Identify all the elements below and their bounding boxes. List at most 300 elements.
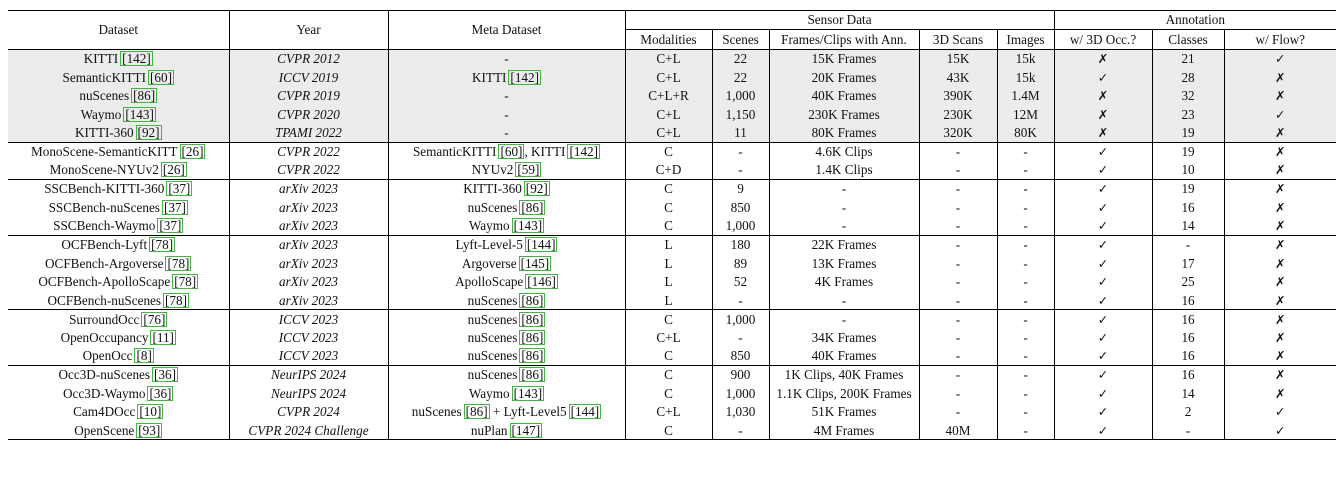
dataset-name: OCFBench-Argoverse [78] — [8, 254, 229, 273]
year-cell: arXiv 2023 — [229, 180, 388, 199]
table-row — [8, 105, 1336, 124]
year-cell: arXiv 2023 — [229, 273, 388, 292]
images-cell: - — [997, 198, 1054, 217]
year-cell: CVPR 2012 — [229, 50, 388, 69]
year-cell: arXiv 2023 — [229, 235, 388, 254]
images-cell: - — [997, 217, 1054, 236]
scenes-cell: 850 — [712, 347, 769, 366]
citation: [86] — [133, 88, 156, 104]
modalities-cell: L — [625, 291, 712, 310]
check-mark: ✓ — [1054, 291, 1152, 310]
meta-dataset: nuPlan [147] — [388, 421, 625, 440]
check-mark: ✓ — [1054, 384, 1152, 403]
citation: [10] — [139, 404, 162, 420]
meta-dataset: nuScenes [86] — [388, 328, 625, 347]
modalities-cell: C — [625, 347, 712, 366]
header-images: Images — [997, 30, 1054, 50]
year-cell: TPAMI 2022 — [229, 124, 388, 143]
citation: [8] — [136, 348, 152, 364]
citation: [145] — [520, 255, 550, 271]
cross-mark: ✗ — [1275, 218, 1286, 234]
year-cell: CVPR 2022 — [229, 142, 388, 161]
scans-cell: 43K — [919, 68, 997, 87]
meta-dataset: - — [388, 105, 625, 124]
meta-dataset: Argoverse [145] — [388, 254, 625, 273]
scans-cell: - — [919, 180, 997, 199]
images-cell: 12M — [997, 105, 1054, 124]
citation: [86] — [465, 404, 488, 420]
scenes-cell: 1,000 — [712, 217, 769, 236]
images-cell: - — [997, 328, 1054, 347]
frames-cell: 4K Frames — [769, 273, 919, 292]
classes-cell: 14 — [1152, 384, 1224, 403]
dataset-name: MonoScene-SemanticKITT [26] — [8, 142, 229, 161]
citation: [147] — [511, 422, 541, 438]
meta-dataset: - — [388, 87, 625, 106]
citation: [78] — [167, 255, 190, 271]
dataset-name: OpenOcc [8] — [8, 347, 229, 366]
cross-mark: ✗ — [1275, 385, 1286, 401]
meta-dataset: - — [388, 124, 625, 143]
classes-cell: 16 — [1152, 347, 1224, 366]
header-annotation: Annotation — [1054, 11, 1336, 30]
year-cell: CVPR 2020 — [229, 105, 388, 124]
citation: [37] — [168, 181, 191, 197]
cross-mark: ✗ — [1054, 87, 1152, 106]
classes-cell: 19 — [1152, 124, 1224, 143]
table-row — [8, 235, 1336, 254]
scenes-cell: 22 — [712, 50, 769, 69]
frames-cell: 13K Frames — [769, 254, 919, 273]
table-row — [8, 273, 1336, 292]
frames-cell: 80K Frames — [769, 124, 919, 143]
table-header — [8, 11, 1336, 50]
modalities-cell: C — [625, 421, 712, 440]
citation: [146] — [527, 274, 556, 290]
citation: [144] — [570, 404, 600, 420]
meta-dataset: NYUv2 [59] — [388, 161, 625, 180]
images-cell: - — [997, 180, 1054, 199]
images-cell: - — [997, 310, 1054, 329]
check-mark: ✓ — [1054, 198, 1152, 217]
citation: [26] — [162, 162, 185, 178]
cross-mark: ✗ — [1275, 329, 1286, 345]
year-cell: arXiv 2023 — [229, 217, 388, 236]
images-cell: 1.4M — [997, 87, 1054, 106]
year-cell: ICCV 2023 — [229, 347, 388, 366]
frames-cell: 20K Frames — [769, 68, 919, 87]
citation: [86] — [521, 329, 544, 345]
year-cell: ICCV 2023 — [229, 310, 388, 329]
dataset-name: SurroundOcc [76] — [8, 310, 229, 329]
table-row — [8, 291, 1336, 310]
check-mark: ✓ — [1224, 50, 1336, 69]
scans-cell: - — [919, 217, 997, 236]
header-meta-dataset: Meta Dataset — [388, 11, 625, 50]
scenes-cell: 850 — [712, 198, 769, 217]
table-row — [8, 328, 1336, 347]
frames-cell: - — [769, 291, 919, 310]
scenes-cell: 89 — [712, 254, 769, 273]
images-cell: - — [997, 421, 1054, 440]
citation: [36] — [149, 385, 172, 401]
classes-cell: 16 — [1152, 310, 1224, 329]
dataset-name: KITTI-360 [92] — [8, 124, 229, 143]
classes-cell: 10 — [1152, 161, 1224, 180]
scans-cell: 320K — [919, 124, 997, 143]
modalities-cell: C+L — [625, 105, 712, 124]
classes-cell: 19 — [1152, 180, 1224, 199]
modalities-cell: C+L — [625, 124, 712, 143]
frames-cell: - — [769, 217, 919, 236]
citation: [86] — [521, 311, 544, 327]
table-row — [8, 310, 1336, 329]
check-mark: ✓ — [1054, 142, 1152, 161]
check-mark: ✓ — [1275, 404, 1286, 420]
dataset-name: OCFBench-nuScenes [78] — [8, 291, 229, 310]
dataset-name: OCFBench-Lyft [78] — [8, 235, 229, 254]
citation: [86] — [521, 199, 544, 215]
citation: [37] — [163, 199, 186, 215]
classes-cell: 16 — [1152, 328, 1224, 347]
scenes-cell: 52 — [712, 273, 769, 292]
images-cell: 15k — [997, 68, 1054, 87]
table-row — [8, 366, 1336, 385]
header-year: Year — [229, 11, 388, 50]
year-cell: arXiv 2023 — [229, 291, 388, 310]
header-sensor-data: Sensor Data — [625, 11, 1054, 30]
images-cell: 15k — [997, 50, 1054, 69]
cross-mark: ✗ — [1275, 199, 1286, 215]
dataset-name: Waymo [143] — [8, 105, 229, 124]
citation: [78] — [174, 274, 197, 290]
classes-cell: 17 — [1152, 254, 1224, 273]
meta-dataset: nuScenes [86] — [388, 366, 625, 385]
meta-dataset: KITTI [142] — [388, 68, 625, 87]
scenes-cell: 1,000 — [712, 384, 769, 403]
header-dataset: Dataset — [8, 11, 229, 50]
scenes-cell: - — [712, 161, 769, 180]
modalities-cell: C — [625, 384, 712, 403]
scans-cell: - — [919, 273, 997, 292]
scenes-cell: - — [712, 328, 769, 347]
frames-cell: - — [769, 180, 919, 199]
cross-mark: ✗ — [1275, 292, 1286, 308]
scenes-cell: 180 — [712, 235, 769, 254]
classes-cell: - — [1152, 421, 1224, 440]
table-container — [8, 10, 1336, 440]
header-flow: w/ Flow? — [1255, 31, 1305, 47]
scans-cell: - — [919, 235, 997, 254]
check-mark: ✓ — [1054, 421, 1152, 440]
modalities-cell: C — [625, 142, 712, 161]
citation: [142] — [122, 51, 151, 67]
citation: [60] — [500, 144, 523, 160]
frames-cell: 4.6K Clips — [769, 142, 919, 161]
scans-cell: 15K — [919, 50, 997, 69]
classes-cell: 19 — [1152, 142, 1224, 161]
classes-cell: 21 — [1152, 50, 1224, 69]
scans-cell: - — [919, 403, 997, 422]
citation: [86] — [521, 292, 544, 308]
meta-dataset: Waymo [143] — [388, 384, 625, 403]
meta-dataset: KITTI-360 [92] — [388, 180, 625, 199]
header-3d-scans: 3D Scans — [919, 30, 997, 50]
meta-dataset: nuScenes [86] — [388, 291, 625, 310]
images-cell: - — [997, 161, 1054, 180]
cross-mark: ✗ — [1054, 50, 1152, 69]
table-row — [8, 50, 1336, 69]
images-cell: - — [997, 366, 1054, 385]
citation: [92] — [137, 125, 160, 141]
frames-cell: - — [769, 198, 919, 217]
citation: [143] — [125, 106, 154, 122]
table-row — [8, 142, 1336, 161]
scans-cell: - — [919, 366, 997, 385]
classes-cell: 2 — [1152, 403, 1224, 422]
frames-cell: - — [769, 310, 919, 329]
table-row — [8, 384, 1336, 403]
cross-mark: ✗ — [1224, 235, 1336, 254]
classes-cell: 28 — [1152, 68, 1224, 87]
citation: [37] — [159, 218, 182, 234]
citation: [76] — [143, 311, 166, 327]
images-cell: - — [997, 384, 1054, 403]
scans-cell: - — [919, 328, 997, 347]
header-frames: Frames/Clips with Ann. — [769, 30, 919, 50]
scans-cell: - — [919, 384, 997, 403]
modalities-cell: C+L — [625, 68, 712, 87]
scans-cell: - — [919, 254, 997, 273]
year-cell: arXiv 2023 — [229, 198, 388, 217]
citation: [78] — [151, 237, 174, 253]
modalities-cell: C+L — [625, 50, 712, 69]
dataset-name: nuScenes [86] — [8, 87, 229, 106]
classes-cell: - — [1152, 235, 1224, 254]
scans-cell: - — [919, 291, 997, 310]
modalities-cell: C+L+R — [625, 87, 712, 106]
dataset-name: KITTI [142] — [8, 50, 229, 69]
dataset-name: SSCBench-KITTI-360 [37] — [8, 180, 229, 199]
dataset-name: OpenScene [93] — [8, 421, 229, 440]
citation: [92] — [525, 181, 548, 197]
scenes-cell: 11 — [712, 124, 769, 143]
table-row — [8, 87, 1336, 106]
modalities-cell: C — [625, 198, 712, 217]
dataset-name: SemanticKITTI [60] — [8, 68, 229, 87]
header-scenes: Scenes — [712, 30, 769, 50]
frames-cell: 51K Frames — [769, 403, 919, 422]
check-mark: ✓ — [1054, 366, 1152, 385]
datasets-table — [8, 10, 1336, 440]
scenes-cell: 22 — [712, 68, 769, 87]
frames-cell: 15K Frames — [769, 50, 919, 69]
citation: [36] — [154, 367, 177, 383]
year-cell: ICCV 2019 — [229, 68, 388, 87]
citation: [86] — [521, 367, 544, 383]
cross-mark: ✗ — [1054, 105, 1152, 124]
frames-cell: 1.4K Clips — [769, 161, 919, 180]
table-row — [8, 421, 1336, 440]
cross-mark: ✗ — [1054, 124, 1152, 143]
meta-dataset: ApolloScape [146] — [388, 273, 625, 292]
cross-mark: ✗ — [1224, 366, 1336, 385]
meta-dataset: Lyft-Level-5 [144] — [388, 235, 625, 254]
modalities-cell: L — [625, 254, 712, 273]
year-cell: NeurIPS 2024 — [229, 384, 388, 403]
modalities-cell: C — [625, 366, 712, 385]
cross-mark: ✗ — [1224, 87, 1336, 106]
year-cell: NeurIPS 2024 — [229, 366, 388, 385]
scenes-cell: - — [712, 421, 769, 440]
images-cell: - — [997, 347, 1054, 366]
table-row — [8, 254, 1336, 273]
table-row — [8, 217, 1336, 236]
meta-dataset: SemanticKITTI [60] , KITTI [142] — [388, 142, 625, 161]
year-cell: CVPR 2022 — [229, 161, 388, 180]
citation: [60] — [150, 69, 172, 85]
cross-mark: ✗ — [1275, 162, 1286, 178]
check-mark: ✓ — [1054, 347, 1152, 366]
frames-cell: 1.1K Clips, 200K Frames — [769, 384, 919, 403]
meta-dataset: - — [388, 50, 625, 69]
cross-mark: ✗ — [1224, 68, 1336, 87]
dataset-name: OpenOccupancy [11] — [8, 328, 229, 347]
classes-cell: 16 — [1152, 198, 1224, 217]
year-cell: CVPR 2024 — [229, 403, 388, 422]
images-cell: 80K — [997, 124, 1054, 143]
cross-mark: ✗ — [1224, 310, 1336, 329]
images-cell: - — [997, 291, 1054, 310]
year-cell: ICCV 2023 — [229, 328, 388, 347]
cross-mark: ✗ — [1275, 274, 1286, 290]
meta-dataset: nuScenes [86] — [388, 347, 625, 366]
modalities-cell: C — [625, 217, 712, 236]
dataset-name: Occ3D-Waymo [36] — [8, 384, 229, 403]
modalities-cell: C+L — [625, 403, 712, 422]
year-cell: arXiv 2023 — [229, 254, 388, 273]
classes-cell: 14 — [1152, 217, 1224, 236]
cross-mark: ✗ — [1224, 180, 1336, 199]
citation: [143] — [513, 218, 543, 234]
scenes-cell: - — [712, 142, 769, 161]
citation: [26] — [181, 144, 204, 160]
table-row — [8, 198, 1336, 217]
citation: [143] — [513, 385, 543, 401]
year-cell: CVPR 2024 Challenge — [229, 421, 388, 440]
table-row — [8, 180, 1336, 199]
meta-dataset: nuScenes [86] + Lyft-Level5 [144] — [388, 403, 625, 422]
scans-cell: - — [919, 310, 997, 329]
header-classes: Classes — [1152, 30, 1224, 50]
check-mark: ✓ — [1054, 161, 1152, 180]
scenes-cell: 900 — [712, 366, 769, 385]
frames-cell: 4M Frames — [769, 421, 919, 440]
scans-cell: - — [919, 347, 997, 366]
scenes-cell: 9 — [712, 180, 769, 199]
citation: [78] — [165, 292, 188, 308]
citation: [59] — [517, 162, 540, 178]
table-row — [8, 161, 1336, 180]
citation: [11] — [152, 329, 174, 345]
year-cell: CVPR 2019 — [229, 87, 388, 106]
check-mark: ✓ — [1054, 217, 1152, 236]
modalities-cell: C+D — [625, 161, 712, 180]
check-mark: ✓ — [1054, 328, 1152, 347]
images-cell: - — [997, 403, 1054, 422]
scenes-cell: 1,000 — [712, 87, 769, 106]
frames-cell: 40K Frames — [769, 347, 919, 366]
citation: [144] — [526, 237, 556, 253]
images-cell: - — [997, 254, 1054, 273]
header-3d-occ: w/ 3D Occ.? — [1054, 30, 1152, 50]
meta-dataset: nuScenes [86] — [388, 310, 625, 329]
scans-cell: 230K — [919, 105, 997, 124]
dataset-name: Occ3D-nuScenes [36] — [8, 366, 229, 385]
scans-cell: 390K — [919, 87, 997, 106]
classes-cell: 32 — [1152, 87, 1224, 106]
images-cell: - — [997, 142, 1054, 161]
modalities-cell: C — [625, 180, 712, 199]
scenes-cell: 1,030 — [712, 403, 769, 422]
scans-cell: - — [919, 142, 997, 161]
citation: [93] — [138, 422, 161, 438]
dataset-name: SSCBench-Waymo [37] — [8, 217, 229, 236]
scenes-cell: 1,150 — [712, 105, 769, 124]
scenes-cell: - — [712, 291, 769, 310]
classes-cell: 16 — [1152, 366, 1224, 385]
table-row — [8, 68, 1336, 87]
frames-cell: 40K Frames — [769, 87, 919, 106]
check-mark: ✓ — [1054, 403, 1152, 422]
table-body — [8, 50, 1336, 440]
cross-mark: ✗ — [1224, 142, 1336, 161]
frames-cell: 22K Frames — [769, 235, 919, 254]
dataset-name: SSCBench-nuScenes [37] — [8, 198, 229, 217]
check-mark: ✓ — [1224, 105, 1336, 124]
dataset-name: OCFBench-ApolloScape [78] — [8, 273, 229, 292]
check-mark: ✓ — [1054, 68, 1152, 87]
scans-cell: - — [919, 161, 997, 180]
citation: [142] — [510, 69, 539, 85]
header-modalities: Modalities — [625, 30, 712, 50]
table-row — [8, 347, 1336, 366]
check-mark: ✓ — [1054, 254, 1152, 273]
check-mark: ✓ — [1224, 421, 1336, 440]
dataset-name: MonoScene-NYUv2 [26] — [8, 161, 229, 180]
cross-mark: ✗ — [1275, 255, 1286, 271]
classes-cell: 16 — [1152, 291, 1224, 310]
classes-cell: 25 — [1152, 273, 1224, 292]
classes-cell: 23 — [1152, 105, 1224, 124]
frames-cell: 230K Frames — [769, 105, 919, 124]
table-row — [8, 124, 1336, 143]
check-mark: ✓ — [1054, 235, 1152, 254]
scenes-cell: 1,000 — [712, 310, 769, 329]
images-cell: - — [997, 235, 1054, 254]
modalities-cell: C+L — [625, 328, 712, 347]
meta-dataset: Waymo [143] — [388, 217, 625, 236]
meta-dataset: nuScenes [86] — [388, 198, 625, 217]
frames-cell: 1K Clips, 40K Frames — [769, 366, 919, 385]
cross-mark: ✗ — [1224, 124, 1336, 143]
cross-mark: ✗ — [1275, 348, 1286, 364]
scans-cell: 40M — [919, 421, 997, 440]
check-mark: ✓ — [1054, 310, 1152, 329]
citation: [142] — [569, 144, 599, 160]
dataset-name: Cam4DOcc [10] — [8, 403, 229, 422]
table-row — [8, 403, 1336, 422]
